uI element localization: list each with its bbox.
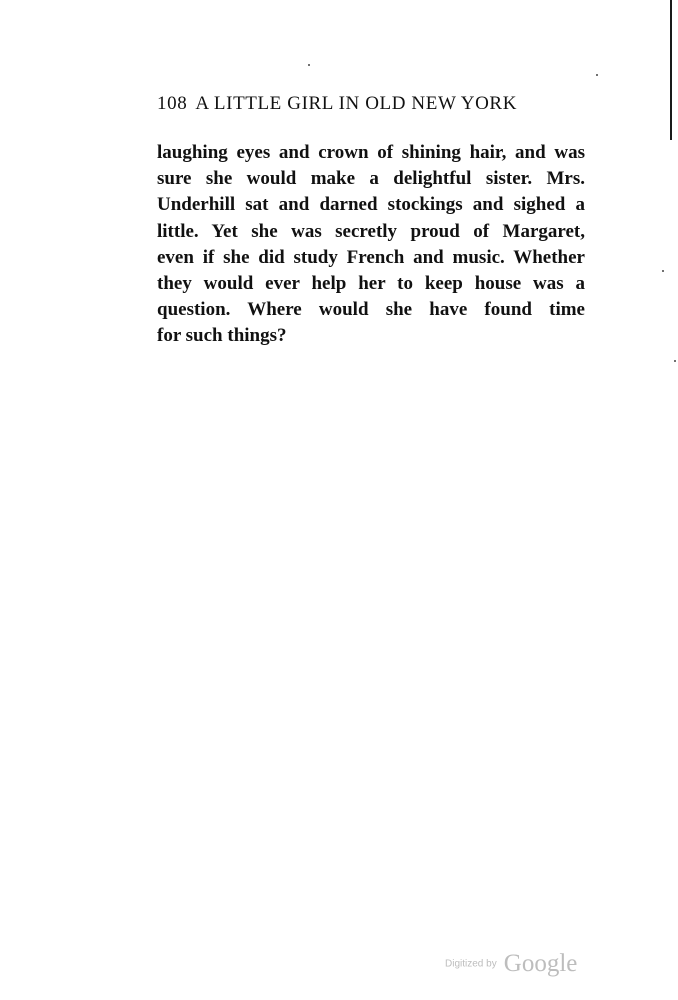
running-title: A LITTLE GIRL IN OLD NEW YORK (195, 93, 518, 114)
text-line: they would ever help her to keep house was a (157, 272, 585, 294)
scan-speck (596, 74, 598, 76)
text-line: sure she would make a delightful sister. Mrs. (157, 168, 585, 190)
text-line: laughing eyes and crown of shining hair, and was (157, 142, 585, 163)
scan-edge-line (670, 0, 672, 140)
running-head (157, 93, 557, 115)
text-line: for such things? (157, 325, 287, 347)
text-line: little. Yet she was secretly proud of Margaret, (157, 220, 585, 242)
scan-speck (662, 270, 664, 272)
digitized-watermark (445, 950, 595, 982)
text-line: question. Where would she have found time (157, 299, 585, 321)
watermark-brand: Google (503, 950, 578, 977)
watermark-prefix: Digitized by (445, 958, 497, 970)
text-line: even if she did study French and music. Whether (157, 246, 585, 268)
scan-speck (308, 64, 310, 66)
text-line: Underhill sat and darned stockings and sighed a (157, 194, 585, 216)
body-paragraph (157, 140, 585, 350)
page-number: 108 (157, 93, 188, 114)
scan-speck (674, 360, 676, 362)
